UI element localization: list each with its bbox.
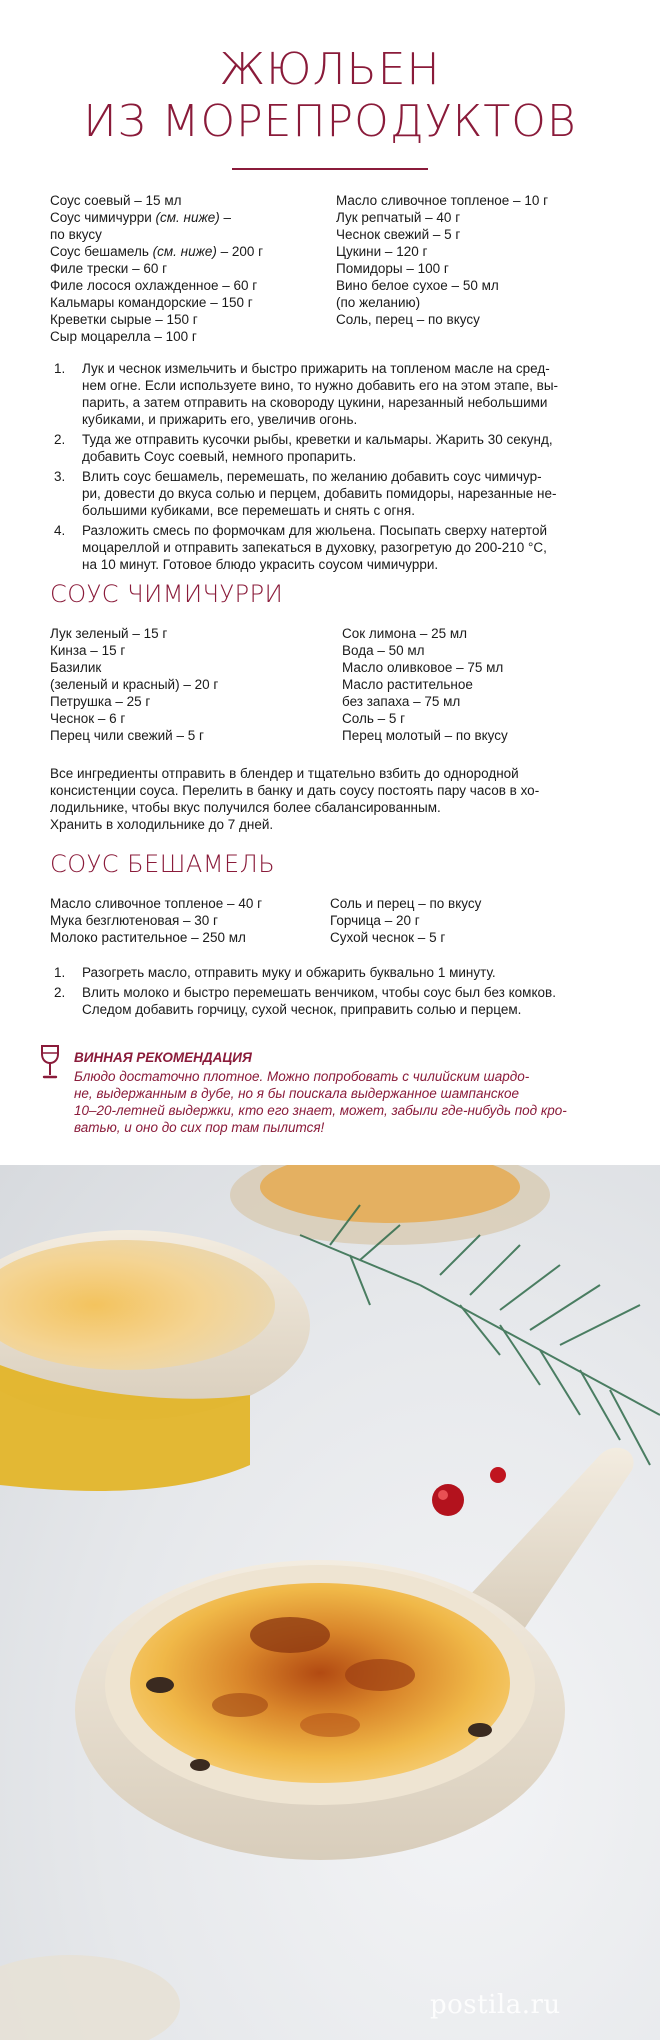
ingredient-item: Горчица – 20 г — [330, 913, 420, 928]
wine-recommendation-text: Блюдо достаточно плотное. Можно попробовать с чилийским шардо- не, выдержанным в дубе, но я бы поискала выдержанное шампанское 10–20-летней выдержки, кто его знает, может, забыли где-нибудь под кро- ватью, и оно до сих пор там пылится! — [74, 1069, 567, 1135]
recipe-step: 3. Влить соус бешамель, перемешать, по желанию добавить соус чимичур- ри, довести до вкуса солью и перцем, добавить помидоры, нарезанные не- большими кубиками, все перемешать и снять с огня. — [54, 469, 557, 518]
ingredient-item: Сухой чеснок – 5 г — [330, 930, 446, 945]
ingredient-item: по вкусу — [50, 227, 102, 242]
ingredient-item: Лук зеленый – 15 г — [50, 626, 168, 641]
title-line-1: ЖЮЛЬЕН — [219, 44, 441, 95]
recipe-step: 4. Разложить смесь по формочкам для жюльена. Посыпать сверху натертой моцареллой и отправить запекаться в духовку, разогретую до 200-210 °С, на 10 минут. Готовое блюдо украсить соусом чимичурри. — [54, 523, 548, 572]
ingredient-item: Вино белое сухое – 50 мл — [336, 278, 499, 293]
ingredient-item: Масло сливочное топленое – 10 г — [336, 193, 549, 208]
ingredients-left-column — [50, 192, 263, 345]
ingredient-item: Помидоры – 100 г — [336, 261, 449, 276]
recipe-steps — [54, 360, 614, 576]
wine-glass-icon — [40, 1044, 60, 1080]
ingredient-item: без запаха – 75 мл — [342, 694, 461, 709]
ingredient-item: Вода – 50 мл — [342, 643, 425, 658]
ingredient-item: Сыр моцарелла – 100 г — [50, 329, 197, 344]
ingredient-item: Масло оливковое – 75 мл — [342, 660, 504, 675]
recipe-step: 1. Разогреть масло, отправить муку и обжарить буквально 1 минуту. — [54, 965, 496, 980]
ingredient-item: Мука безглютеновая – 30 г — [50, 913, 218, 928]
ingredient-item: Масло сливочное топленое – 40 г — [50, 896, 263, 911]
ingredient-item: Кальмары командорские – 150 г — [50, 295, 253, 310]
bechamel-right-column — [330, 895, 481, 946]
title-line-2: ИЗ МОРЕПРОДУКТОВ — [83, 96, 577, 147]
ingredient-item: Перец молотый – по вкусу — [342, 728, 508, 743]
watermark: postila.ru — [430, 1990, 561, 2020]
bechamel-title: СОУС БЕШАМЕЛЬ — [50, 850, 276, 878]
ingredient-item: Базилик — [50, 660, 102, 675]
ingredient-item: Молоко растительное – 250 мл — [50, 930, 246, 945]
ingredient-item: Соус чимичурри (см. ниже) – — [50, 210, 232, 225]
ingredient-item: Петрушка – 25 г — [50, 694, 151, 709]
page-title — [0, 44, 660, 148]
bechamel-steps — [54, 964, 614, 1021]
ingredient-item: Перец чили свежий – 5 г — [50, 728, 204, 743]
ingredient-item: Соус бешамель (см. ниже) – 200 г — [50, 244, 264, 259]
ingredient-item: (по желанию) — [336, 295, 421, 310]
ingredient-item: Цукини – 120 г — [336, 244, 428, 259]
ingredients-right-column — [336, 192, 548, 328]
chimichurri-left-column — [50, 625, 218, 744]
ingredient-item: Чеснок – 6 г — [50, 711, 126, 726]
ingredient-item: Филе трески – 60 г — [50, 261, 168, 276]
julienne-photo — [0, 1165, 660, 2040]
ingredient-item: Соль – 5 г — [342, 711, 406, 726]
recipe-step: 2. Туда же отправить кусочки рыбы, креветки и кальмары. Жарить 30 секунд, добавить Соус соевый, немного пропарить. — [54, 432, 553, 464]
ingredient-item: Соль и перец – по вкусу — [330, 896, 482, 911]
recipe-step: 2. Влить молоко и быстро перемешать венчиком, чтобы соус был без комков. Следом добавить горчицу, сухой чеснок, приправить солью и перцем. — [54, 985, 556, 1017]
title-divider — [232, 168, 428, 170]
ingredient-item: (зеленый и красный) – 20 г — [50, 677, 219, 692]
ingredient-item: Лук репчатый – 40 г — [336, 210, 461, 225]
chimichurri-right-column — [342, 625, 508, 744]
ingredient-item: Соль, перец – по вкусу — [336, 312, 480, 327]
ingredient-item: Масло растительное — [342, 677, 473, 692]
julienne-illustration — [0, 1165, 660, 2040]
chimichurri-instructions: Все ингредиенты отправить в блендер и тщательно взбить до однородной консистенции соуса. Перелить в банку и дать соусу постоять пару часов в хо- лодильнике, чтобы вкус получился более сбалансированным. Хранить в холодильнике до 7 дней. — [50, 766, 540, 832]
chimichurri-title: СОУС ЧИМИЧУРРИ — [50, 580, 284, 608]
ingredient-item: Соус соевый – 15 мл — [50, 193, 182, 208]
bechamel-left-column — [50, 895, 262, 946]
wine-recommendation-heading: ВИННАЯ РЕКОМЕНДАЦИЯ — [74, 1050, 252, 1065]
ingredient-item: Чеснок свежий – 5 г — [336, 227, 461, 242]
ingredient-item: Сок лимона – 25 мл — [342, 626, 468, 641]
ingredient-item: Креветки сырые – 150 г — [50, 312, 198, 327]
ingredient-item: Филе лосося охлажденное – 60 г — [50, 278, 258, 293]
ingredient-item: Кинза – 15 г — [50, 643, 126, 658]
recipe-step: 1. Лук и чеснок измельчить и быстро прижарить на топленом масле на сред- нем огне. Если используете вино, то нужно добавить его на этом этапе, вы- парить, а затем отправить на сковороду цукини, нарезанный небольшими кубиками, и прижарить его, увеличив огонь. — [54, 361, 559, 427]
